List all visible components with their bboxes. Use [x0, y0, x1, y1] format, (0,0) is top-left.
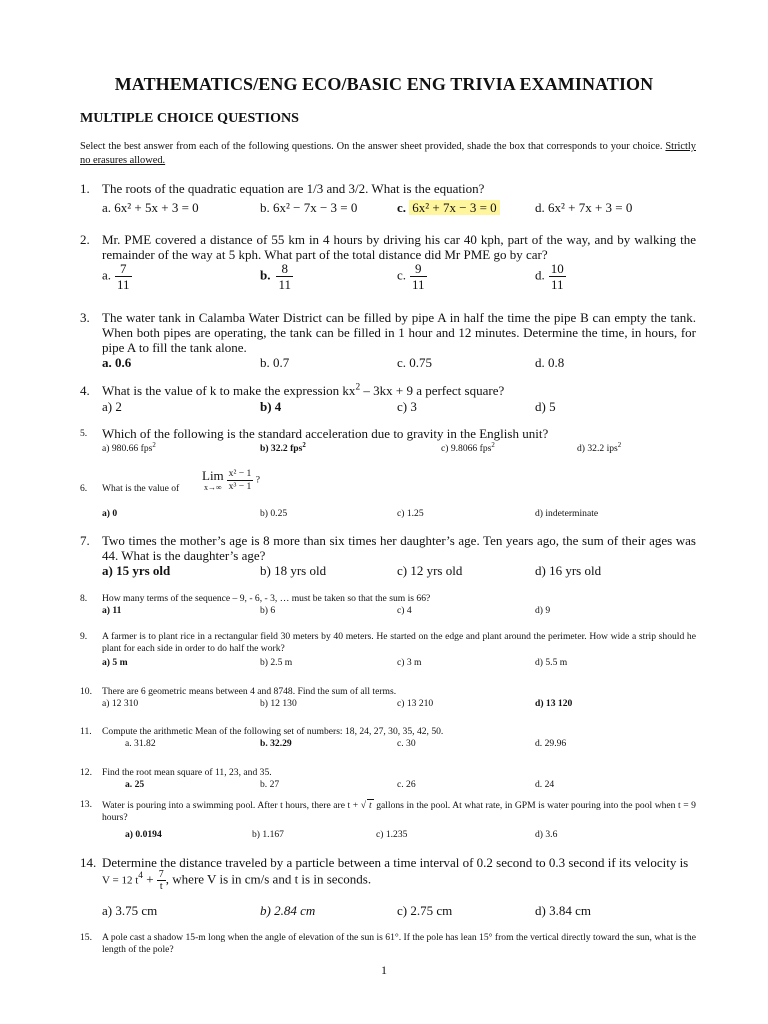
option-b[interactable] — [260, 261, 293, 292]
question-11 — [80, 726, 696, 752]
option-a[interactable] — [102, 443, 156, 455]
option-b[interactable] — [260, 200, 357, 215]
question-13 — [80, 799, 696, 841]
option-c[interactable]: c. 30 — [397, 738, 416, 749]
question-stem — [102, 383, 696, 398]
numerator: 7 — [120, 261, 127, 276]
question-stem: The roots of the quadratic equation are 1/3 and 3/2. What is the equation? — [102, 181, 485, 196]
denominator: 11 — [412, 277, 425, 292]
option-c[interactable]: c) 4 — [397, 605, 412, 616]
option-d[interactable]: d) 3.84 cm — [535, 903, 591, 918]
option-b[interactable]: b) 18 yrs old — [260, 563, 327, 578]
option-b[interactable]: b) 12 130 — [260, 698, 297, 709]
option-d[interactable]: d) 9 — [535, 605, 551, 616]
stem-text: – 3kx + 9 a perfect square? — [360, 383, 505, 398]
option-d[interactable]: d. 29.96 — [535, 738, 567, 749]
exponent: 2 — [355, 382, 361, 393]
option-d[interactable] — [535, 200, 632, 215]
option-a[interactable]: a. 31.82 — [125, 738, 156, 749]
option-b[interactable]: b) 2.5 m — [260, 657, 293, 668]
option-c[interactable]: c) 13 210 — [397, 698, 434, 709]
question-stem: A pole cast a shadow 15-m long when the angle of elevation of the sun is 61°. If the pole has lean 15° from the vertical directly toward the sun, what is the length of the pole? — [102, 932, 696, 955]
option-c[interactable] — [397, 200, 500, 215]
option-c[interactable]: c) 1.25 — [397, 508, 424, 519]
formula-text: V = 12 t — [102, 874, 139, 887]
question-15 — [80, 932, 696, 958]
option-b[interactable]: b) 0.25 — [260, 508, 288, 519]
option-d[interactable]: d) 5 — [535, 399, 556, 414]
instructions-text: Select the best answer from each of the following questions. On the answer sheet provided, shade the box that corresponds to your choice. — [80, 141, 666, 152]
numerator: 10 — [550, 261, 564, 276]
option-text: 6x² + 5x + 3 = 0 — [114, 200, 199, 215]
option-label: a. — [102, 267, 112, 283]
question-stem: Determine the distance traveled by a particle between a time interval of 0.2 second to 0.3 second if its velocity is — [102, 855, 689, 870]
option-text: 6x² + 7x + 3 = 0 — [548, 200, 633, 215]
option-c[interactable]: c. 26 — [397, 779, 416, 790]
question-number: 10. — [80, 686, 92, 697]
question-stem: Find the root mean square of 11, 23, and 35. — [102, 767, 272, 778]
velocity-formula — [102, 869, 371, 892]
instructions-warning: Strictly no erasures allowed. — [80, 141, 696, 166]
question-1 — [80, 181, 696, 215]
question-10 — [80, 686, 696, 712]
option-a[interactable]: a) 0 — [102, 508, 118, 519]
question-stem: Which of the following is the standard acceleration due to gravity in the English unit? — [102, 426, 549, 441]
option-a[interactable]: a) 3.75 cm — [102, 903, 158, 918]
question-4 — [80, 383, 696, 415]
exponent: 2 — [617, 441, 622, 449]
option-c[interactable]: c) 3 — [397, 399, 417, 414]
option-text: c) 9.8066 fps — [441, 443, 492, 454]
numerator: 8 — [281, 261, 288, 276]
option-a[interactable]: a. 0.6 — [102, 355, 132, 370]
option-c[interactable]: c. 0.75 — [397, 355, 433, 370]
question-2 — [80, 232, 696, 296]
fraction — [549, 261, 566, 292]
option-label: b. — [260, 200, 270, 215]
exponent: 2 — [491, 441, 495, 449]
option-c[interactable]: c) 2.75 cm — [397, 903, 453, 918]
option-d[interactable] — [535, 261, 566, 292]
exam-title: MATHEMATICS/ENG ECO/BASIC ENG TRIVIA EXAMINATION — [114, 74, 654, 94]
question-stem: Water is pouring into a swimming pool. After t hours, there are t + √ t gallons in the pool. At what rate, in GPM is water pouring into the pool when t = 9 hours? — [102, 800, 696, 823]
option-label: d. — [535, 200, 545, 215]
limit-expression — [202, 468, 260, 493]
fraction — [410, 261, 427, 292]
fraction — [276, 261, 293, 292]
question-number: 14. — [80, 855, 97, 870]
question-number: 6. — [80, 483, 88, 494]
numerator: x² − 1 — [228, 468, 252, 479]
option-b[interactable]: b) 2.84 cm — [260, 903, 316, 918]
question-number: 7. — [80, 533, 90, 548]
option-d[interactable] — [577, 443, 621, 455]
question-number: 9. — [80, 631, 88, 642]
option-a[interactable]: a) 2 — [102, 399, 122, 414]
option-b[interactable]: b) 1.167 — [252, 829, 284, 840]
option-b[interactable]: b. 27 — [260, 779, 280, 790]
option-a[interactable]: a) 5 m — [102, 657, 128, 668]
numerator: 7 — [158, 869, 164, 880]
question-14 — [80, 855, 696, 919]
option-d[interactable]: d) 5.5 m — [535, 657, 568, 668]
fraction — [227, 468, 254, 493]
option-text: b) 32.2 fps — [260, 443, 303, 454]
question-mark: ? — [255, 474, 261, 486]
formula-text: + — [142, 871, 157, 887]
highlighted-answer: 6x² + 7x − 3 = 0 — [409, 200, 499, 215]
question-number: 15. — [80, 932, 92, 943]
question-stem: Mr. PME covered a distance of 55 km in 4 hours by driving his car 40 kph, part of the way, and by walking the remainder of the way at 5 kph. What part of the total distance did Mr PME go by car? — [102, 232, 696, 262]
fraction — [157, 869, 166, 892]
option-c[interactable]: c) 3 m — [397, 657, 422, 668]
question-number: 3. — [80, 310, 90, 325]
section-heading: MULTIPLE CHOICE QUESTIONS — [80, 111, 299, 126]
limit-symbol: Lim — [202, 468, 224, 483]
option-text: a) 980.66 fps — [102, 443, 153, 454]
option-a[interactable] — [102, 200, 199, 215]
question-stem: A farmer is to plant rice in a rectangular field 30 meters by 40 meters. He started on the edge and plant around the perimeter. How wide a strip should he plant for each side in order to do half the work? — [102, 631, 696, 654]
question-stem: How many terms of the sequence – 9, - 6, - 3, … must be taken so that the sum is 66? — [102, 593, 431, 604]
exponent: 4 — [138, 871, 143, 882]
question-8 — [80, 593, 696, 619]
stem-text: Water is pouring into a swimming pool. After t hours, there are t + — [102, 800, 361, 811]
square-root-term: t — [368, 800, 372, 811]
page-number: 1 — [381, 963, 387, 977]
question-5 — [80, 426, 696, 458]
question-3 — [80, 310, 696, 370]
option-text: d) 32.2 ips — [577, 443, 618, 454]
option-c[interactable] — [397, 261, 427, 292]
question-stem: There are 6 geometric means between 4 and 8748. Find the sum of all terms. — [102, 686, 397, 697]
option-a[interactable] — [102, 261, 132, 292]
question-stem: The water tank in Calamba Water District can be filled by pipe A in half the time the pipe B can empty the tank. When both pipes are operating, the tank can be filled in 1 hour and 12 minutes. Determine the time, in hours, for pipe A to fill the tank alone. — [102, 310, 696, 355]
question-number: 5. — [80, 428, 88, 439]
option-label: c. — [397, 267, 407, 283]
question-6 — [80, 468, 696, 524]
question-stem: What is the value of — [102, 483, 180, 494]
option-a[interactable]: a) 11 — [102, 605, 122, 616]
question-number: 1. — [80, 181, 90, 196]
option-b[interactable]: b. 0.7 — [260, 355, 290, 370]
option-d[interactable]: d. 0.8 — [535, 355, 565, 370]
option-d[interactable]: d) indeterminate — [535, 508, 599, 519]
fraction — [115, 261, 132, 292]
limit-operator — [202, 469, 224, 492]
option-c[interactable]: c) 12 yrs old — [397, 563, 463, 578]
question-number: 8. — [80, 593, 88, 604]
option-a[interactable]: a) 0.0194 — [125, 829, 162, 840]
option-text: 6x² − 7x − 3 = 0 — [273, 200, 358, 215]
option-a[interactable]: a) 15 yrs old — [102, 563, 171, 578]
exponent: 2 — [152, 441, 156, 449]
question-9 — [80, 631, 696, 669]
option-label: d. — [535, 267, 545, 283]
instructions — [80, 140, 696, 168]
denominator: x³ − 1 — [228, 481, 252, 492]
option-label: b. — [260, 267, 271, 283]
question-number: 13. — [80, 799, 92, 810]
option-a[interactable]: a. 25 — [125, 779, 145, 790]
option-b[interactable]: b. 32.29 — [260, 738, 292, 749]
option-c[interactable] — [441, 443, 495, 455]
option-c[interactable]: c) 1.235 — [376, 829, 408, 840]
option-d[interactable]: d) 16 yrs old — [535, 563, 602, 578]
option-a[interactable]: a) 12 310 — [102, 698, 139, 709]
denominator: t — [157, 880, 166, 892]
formula-text: , where V is in cm/s and t is in seconds. — [165, 871, 372, 887]
limit-subscript: x→∞ — [203, 483, 222, 492]
stem-text: gallons in the pool. At what rate, in GPM is water pouring into the pool when t = 9 hours? — [102, 800, 696, 823]
question-number: 2. — [80, 232, 90, 247]
numerator: 9 — [415, 261, 422, 276]
option-label: c. — [397, 200, 407, 215]
question-number: 12. — [80, 767, 92, 778]
question-number: 11. — [80, 726, 92, 737]
question-stem: Two times the mother’s age is 8 more than six times her daughter’s age. Ten years ago, the sum of their ages was 44. What is the daughter’s age? — [102, 533, 696, 563]
stem-text: What is the value of k to make the expression kx — [102, 383, 356, 398]
question-stem: Compute the arithmetic Mean of the following set of numbers: 18, 24, 27, 30, 35, 42, 50. — [102, 726, 444, 737]
option-d[interactable]: d. 24 — [535, 779, 555, 790]
denominator: 11 — [117, 277, 130, 292]
denominator: 11 — [278, 277, 292, 292]
denominator: 11 — [549, 276, 566, 292]
option-b[interactable]: b) 6 — [260, 605, 276, 616]
option-b[interactable] — [260, 443, 306, 455]
question-number: 4. — [80, 383, 90, 398]
option-label: a. — [102, 200, 112, 215]
question-7 — [80, 533, 696, 578]
option-b[interactable]: b) 4 — [260, 399, 282, 414]
option-d[interactable]: d) 3.6 — [535, 829, 558, 840]
question-12 — [80, 767, 696, 793]
option-d[interactable]: d) 13 120 — [535, 698, 573, 709]
exponent: 2 — [302, 441, 306, 449]
